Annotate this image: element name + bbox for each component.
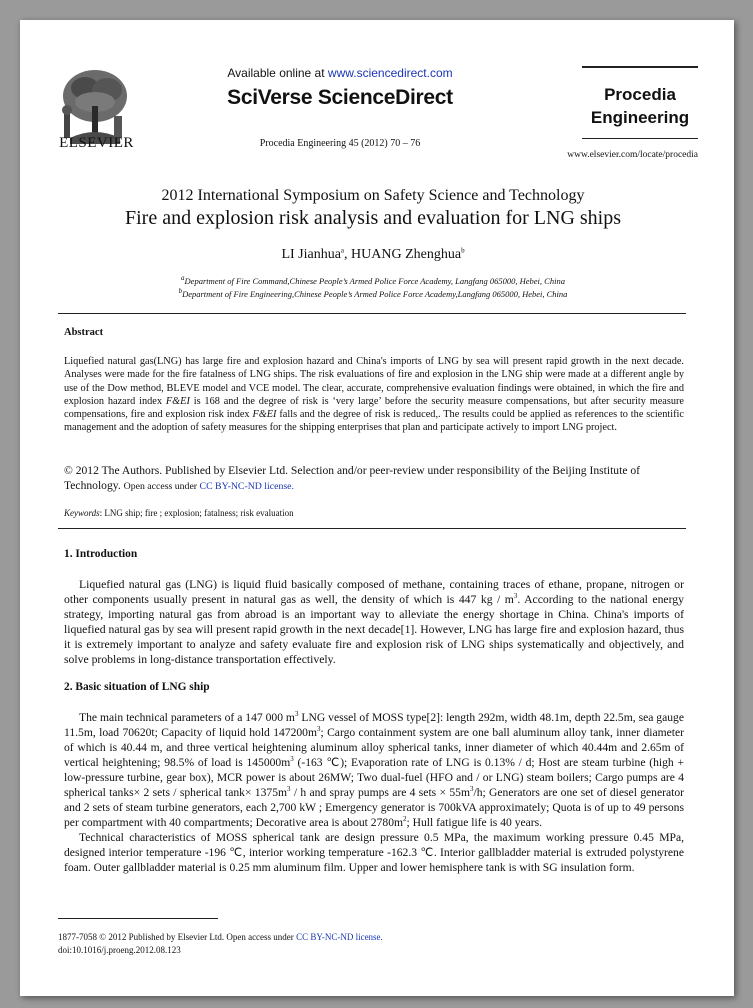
author-sup: b bbox=[461, 246, 465, 255]
paper-title: Fire and explosion risk analysis and evaluation for LNG ships bbox=[124, 207, 622, 229]
paragraph-text: The main technical parameters of a 147 000 m bbox=[79, 711, 295, 724]
brand-wordmark: SciVerse ScienceDirect bbox=[227, 86, 453, 109]
issn-line: 1877-7058 © 2012 Published by Elsevier Ltd. bbox=[58, 932, 225, 942]
journal-url[interactable]: www.elsevier.com/locate/procedia bbox=[567, 150, 698, 160]
conference-title: 2012 International Symposium on Safety Science and Technology bbox=[161, 187, 585, 204]
paragraph-text: . According to the national energy strategy, importing natural gas from abroad is an important way to alleviate the energy shortage in China. China's imports of liquefied natural gas by sea will present rapid growth in the next decade[1]. However, LNG has large fire and explosion hazard, thus it is extremely important to analyze and safety evaluate fire and explosion risk of LNG ships systematically and objectively, and solve problems in long-distance transportation effectively. bbox=[64, 593, 684, 666]
paragraph-text: ; Cargo containment system are one ball aluminum alloy tank, inner diameter of which is 40.44 m, and three vertical heightening aluminum alloy spherical tanks, inner diameter of which 40.44m and 2.65m of vertical heightening; 98.5% of load is 145000m bbox=[64, 726, 685, 769]
abstract-body bbox=[64, 355, 684, 435]
affiliation-text: Department of Fire Command,Chinese People’s Armed Police Force Academy, Langfang 065000, Hebei, China bbox=[184, 276, 565, 286]
copyright-block bbox=[64, 463, 686, 494]
abstract-text: falls and the degree of risk is reduced,. The results could be applied as references to the scientific management and the adoption of safety measures for the shipping enterprises that plan and participate actively to import LNG project. bbox=[64, 409, 684, 434]
license-link[interactable]: CC BY-NC-ND license. bbox=[199, 481, 294, 492]
license-link[interactable]: CC BY-NC-ND license. bbox=[296, 932, 383, 942]
footer-rule bbox=[58, 918, 218, 919]
journal-line1: Procedia bbox=[604, 85, 676, 104]
journal-line2: Engineering bbox=[590, 108, 690, 127]
footer bbox=[58, 931, 383, 957]
keywords-label: Keywords bbox=[64, 508, 100, 518]
affiliation-text: Department of Fire Engineering,Chinese People’s Armed Police Force Academy,Langfang 065000, Hebei, China bbox=[182, 289, 568, 299]
paragraph-text: (-163 ℃); Evaporation rate of LNG is 0.13% / d; Host are steam turbine (high + low-pressure turbine, gear box), MCR power is about 26MW; Two dual-fuel (HFO and / or LNG) steam boilers; Cargo pumps are 4 spherical tanks× 2 sets / spherical tank× 1375m bbox=[64, 756, 684, 799]
publisher-name: ELSEVIER bbox=[59, 135, 134, 151]
divider bbox=[58, 313, 686, 314]
keywords-text: : LNG ship; fire ; explosion; fatalness; risk evaluation bbox=[99, 508, 294, 518]
doi: doi:10.1016/j.proeng.2012.08.123 bbox=[58, 945, 181, 955]
journal-rule-bottom bbox=[582, 138, 698, 139]
author-list bbox=[60, 247, 686, 263]
oa-prefix: Open access under bbox=[226, 932, 297, 942]
section-body: Liquefied natural gas (LNG) is liquid fluid basically composed of methane, containing traces of ethane, propane, nitrogen or other components usually present in natural gas as well, the density of which is 447 kg / $m^3$. According to the national energy strategy, importing natural gas from abroad is an important way to alleviate the energy shortage in China. China's imports of liquefied natural gas by sea will present rapid growth in the next decade[1]. However, LNG has large fire and explosion hazard, thus it is extremely important to analyze and safety evaluate fire and explosion risk of LNG ships systematically and objectively, and solve problems in long-distance transportation effectively. bbox=[64, 578, 684, 666]
section-body: The main technical parameters of a 147 000 $m^3$ LNG vessel of MOSS type[2]: length 292m, width 48.1m, depth 22.5m, sea gauge 11.5m, load 70620t; Capacity of liquid hold $147200m^3$; Cargo containment system are one ball aluminum alloy tank, inner diameter of which is 40.44 m, and three vertical heightening aluminum alloy spherical tanks, inner diameter of which 40.44m and 2.65m of vertical heightening; 98.5% of load is $145000m^3$ (-163 ℃); Evaporation rate of LNG is 0.13% / d; Host are steam turbine (high + low-pressure turbine, gear box), MCR power is about 26MW; Two dual-fuel (HFO and / or LNG) steam boilers; Cargo pumps are 4 spherical tanks× 2 sets / spherical $\tan k\times 1375m^3 / h$ and spray pumps are 4 sets × $55m^3/h$; Generators are one set of diesel generator and 2 sets of steam turbine generators, each 2,700 kW ; Emergency generator is 700kVA approximately; Quota is of up to 49 persons per compartment with 40 compartments; Decorative area is about $2780m^2$; Hull fatigue life is 40 years. Technical characteristics of MOSS spherical tank are design pressure 0.5 MPa, the maximum working pressure 0.45 MPa, designed interior temperature -196 ℃, interior working temperature -162.3 ℃. Interior gallbladder material is extruded polystyrene foam. Outer gallbladder material is 0.25 mm aluminum film. Upper and lower hemisphere tank is with SG insulation form. bbox=[64, 710, 685, 874]
abstract-term: F&EI bbox=[252, 409, 277, 421]
affiliation-sup: a bbox=[181, 274, 185, 283]
abstract-term: F&EI bbox=[165, 395, 190, 407]
section-heading: 2. Basic situation of LNG ship bbox=[64, 681, 210, 693]
author-sup: a bbox=[340, 246, 345, 255]
oa-prefix: Open access under bbox=[123, 481, 200, 492]
paragraph-text: LNG vessel of MOSS type[2]: length 292m, width 48.1m, depth 22.5m, sea gauge 11.5m, load 70620t; Capacity of liquid hold 147200m bbox=[64, 711, 684, 739]
paragraph-text: Technical characteristics of MOSS spherical tank are design pressure 0.5 MPa, the maximum working pressure 0.45 MPa, designed interior temperature -196 ℃, interior working temperature -162.3 ℃. Interior gallbladder material is extruded polystyrene foam. Outer gallbladder material is 0.25 mm aluminum film. Upper and lower hemisphere tank is with SG insulation form. bbox=[64, 831, 684, 874]
journal-rule-top bbox=[582, 66, 698, 68]
divider bbox=[58, 528, 686, 529]
affiliation bbox=[60, 275, 686, 288]
keywords bbox=[64, 508, 294, 518]
paragraph-text: ; Hull fatigue life is 40 years. bbox=[406, 816, 543, 829]
paragraph-text: / h and spray pumps are 4 sets × 55m bbox=[290, 786, 470, 799]
author-name: HUANG Zhenghua bbox=[351, 247, 462, 262]
abstract-text: is 168 and the degree of risk is ‘very large’ before the security measure compensations, but after security measure compensations, fire and explosion risk index bbox=[64, 395, 685, 421]
affiliation-sup: b bbox=[178, 287, 183, 296]
copyright-text: © 2012 The Authors. Published by Elsevier Ltd. Selection and/or peer-review under responsibility of the Beijing Institute of Technology. bbox=[64, 464, 641, 492]
abstract-heading: Abstract bbox=[64, 327, 104, 338]
section-heading: 1. Introduction bbox=[64, 548, 138, 560]
journal-name bbox=[580, 83, 700, 129]
affiliation bbox=[60, 288, 686, 301]
paragraph-text: Liquefied natural gas (LNG) is liquid fluid basically composed of methane, containing traces of ethane, propane, nitrogen or other components usually present in natural gas as well, the density of which is 447 kg / m bbox=[64, 578, 684, 606]
paragraph-text: /h; Generators are one set of diesel generator and 2 sets of steam turbine generators, each 2,700 kW ; Emergency generator is 700kVA approximately; Quota is of up to 49 persons per compartment with 40 compartments; Decorative area is about 2780m bbox=[64, 786, 685, 829]
paper-page bbox=[20, 20, 734, 996]
abstract-text: Liquefied natural gas(LNG) has large fire and explosion hazard and China's imports of LNG by sea will present rapid growth in the next decade. Analyses were made for the fire fatalness of LNG ships. The risk evaluations of fire and explosion in the LNG ship were made at a different angle by use of the Dow method, BLEVE model and VCE model. The clear, accurate, comprehensive evaluation findings were obtained, in which the fire and explosion hazard index bbox=[64, 356, 684, 407]
available-online bbox=[170, 66, 510, 80]
author-sep: , bbox=[344, 247, 352, 262]
available-prefix: Available online at bbox=[227, 66, 328, 80]
affiliation-list bbox=[60, 275, 686, 301]
author-name: LI Jianhua bbox=[281, 247, 341, 262]
sciencedirect-link[interactable]: www.sciencedirect.com bbox=[327, 66, 453, 80]
citation: Procedia Engineering 45 (2012) 70 – 76 bbox=[259, 138, 421, 149]
